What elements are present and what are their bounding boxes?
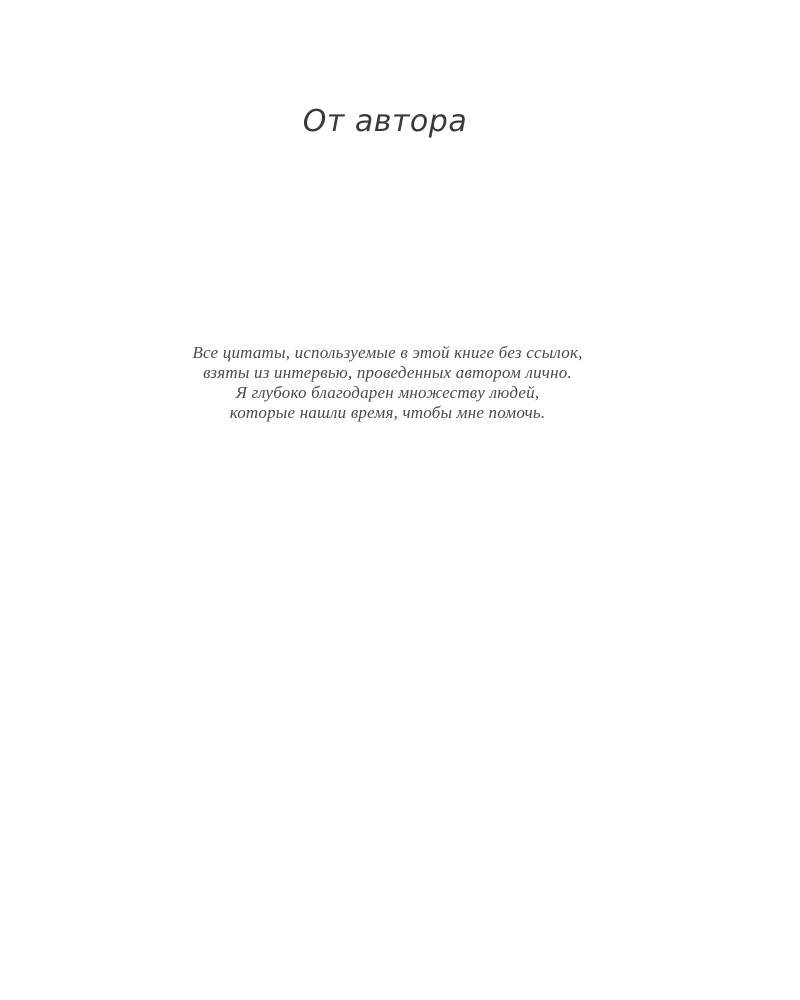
author-note-line: Я глубоко благодарен множеству людей,: [235, 383, 540, 402]
author-note-line: Все цитаты, используемые в этой книге без ссылок,: [192, 343, 583, 362]
author-note: [0, 343, 775, 423]
author-note-line: взяты из интервью, проведенных автором лично.: [203, 363, 572, 382]
page-title: От автора: [302, 104, 468, 139]
author-note-line: которые нашли время, чтобы мне помочь.: [229, 403, 546, 422]
